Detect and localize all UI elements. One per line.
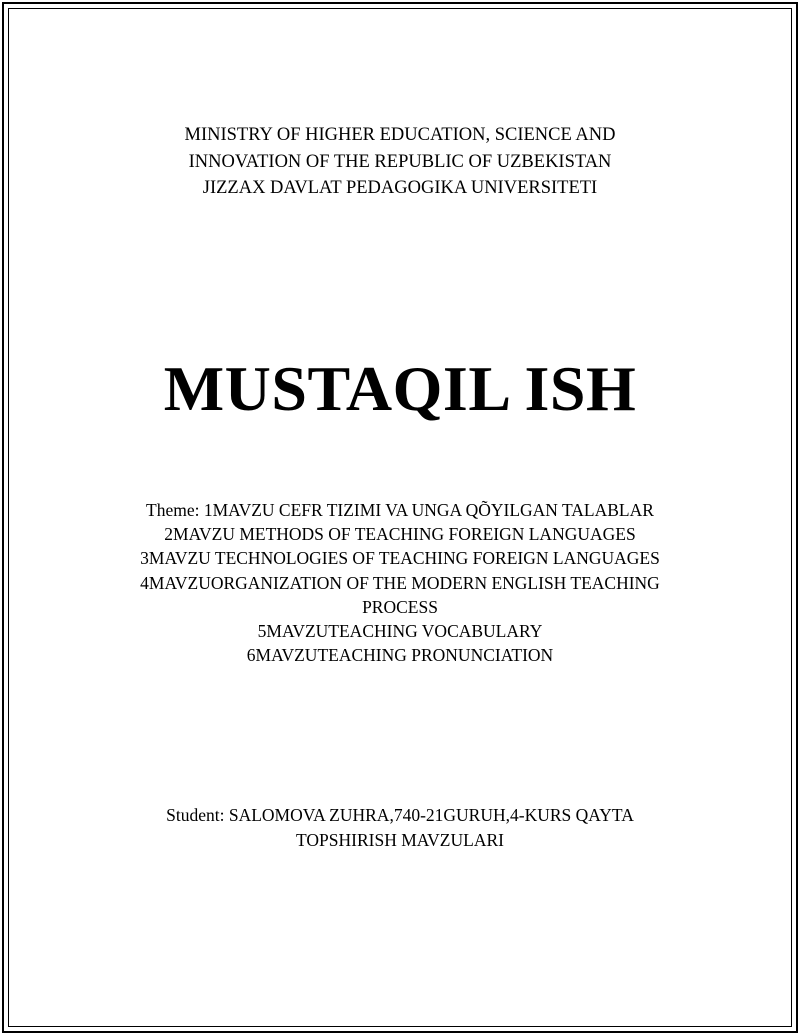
theme-line: 4MAVZUORGANIZATION OF THE MODERN ENGLISH TEACHING [140, 572, 660, 593]
header-line: INNOVATION OF THE REPUBLIC OF UZBEKISTAN [188, 151, 612, 172]
document-title: MUSTAQIL ISH [163, 353, 637, 424]
student-line: Student: SALOMOVA ZUHRA,740-21GURUH,4-KURS QAYTA [166, 805, 634, 825]
header-line: MINISTRY OF HIGHER EDUCATION, SCIENCE AND [184, 125, 616, 145]
institution-header [0, 122, 800, 202]
theme-line: Theme: 1MAVZU CEFR TIZIMI VA UNGA QÕYILGAN TALABLAR [146, 500, 654, 520]
theme-line: 5MAVZUTEACHING VOCABULARY [257, 621, 543, 642]
theme-line: 6MAVZUTEACHING PRONUNCIATION [246, 645, 554, 666]
header-line: JIZZAX DAVLAT PEDAGOGIKA UNIVERSITETI [202, 178, 598, 198]
student-section [0, 803, 800, 852]
theme-line: PROCESS [362, 596, 438, 617]
student-line: TOPSHIRISH MAVZULARI [296, 829, 504, 850]
theme-line: 3MAVZU TECHNOLOGIES OF TEACHING FOREIGN LANGUAGES [140, 548, 660, 569]
theme-line: 2MAVZU METHODS OF TEACHING FOREIGN LANGUAGES [164, 524, 636, 545]
theme-section [0, 498, 800, 667]
